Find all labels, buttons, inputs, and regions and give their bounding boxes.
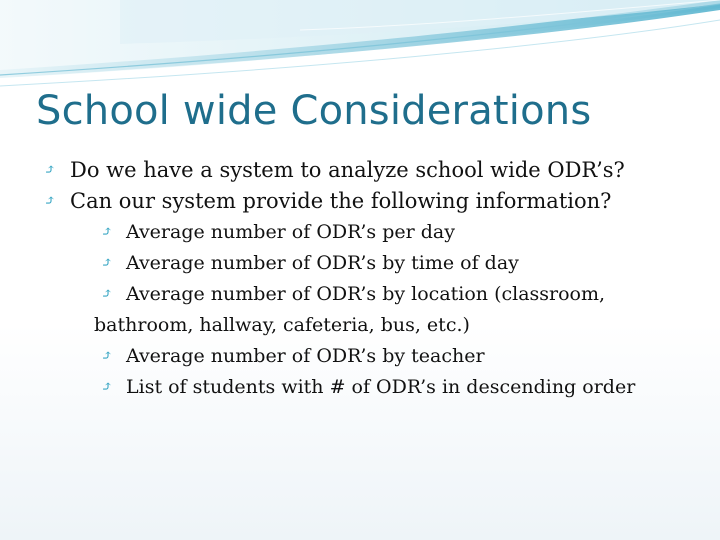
sub-bullet-item (44, 372, 714, 403)
sub-bullet-item (44, 248, 714, 279)
bullet-item (44, 186, 714, 217)
bullet-text: Do we have a system to analyze school wide ODR’s? (70, 158, 625, 182)
curved-arrow-bullet-icon: ⤴ (101, 255, 113, 271)
curved-arrow-bullet-icon: ⤴ (44, 193, 56, 209)
bullet-list (44, 155, 714, 403)
sub-bullet-text: Average number of ODR’s by teacher (126, 345, 485, 367)
curved-arrow-bullet-icon: ⤴ (44, 162, 56, 178)
curved-arrow-bullet-icon: ⤴ (101, 379, 113, 395)
sub-bullet-item (44, 217, 714, 248)
curved-arrow-bullet-icon: ⤴ (101, 286, 113, 302)
header-wave-decoration (0, 0, 720, 90)
sub-bullet-continuation (44, 310, 714, 341)
sub-bullet-text: Average number of ODR’s by location (classroom, (126, 283, 606, 305)
slide-title: School wide Considerations (36, 88, 592, 134)
bullet-item (44, 155, 714, 186)
curved-arrow-bullet-icon: ⤴ (101, 224, 113, 240)
sub-bullet-text: List of students with # of ODR’s in descending order (126, 376, 636, 398)
sub-bullet-item (44, 279, 714, 310)
bullet-text: Can our system provide the following information? (70, 189, 612, 213)
sub-bullet-text: bathroom, hallway, cafeteria, bus, etc.) (94, 314, 470, 336)
curved-arrow-bullet-icon: ⤴ (101, 348, 113, 364)
sub-bullet-text: Average number of ODR’s by time of day (126, 252, 519, 274)
sub-bullet-item (44, 341, 714, 372)
sub-bullet-text: Average number of ODR’s per day (126, 221, 455, 243)
